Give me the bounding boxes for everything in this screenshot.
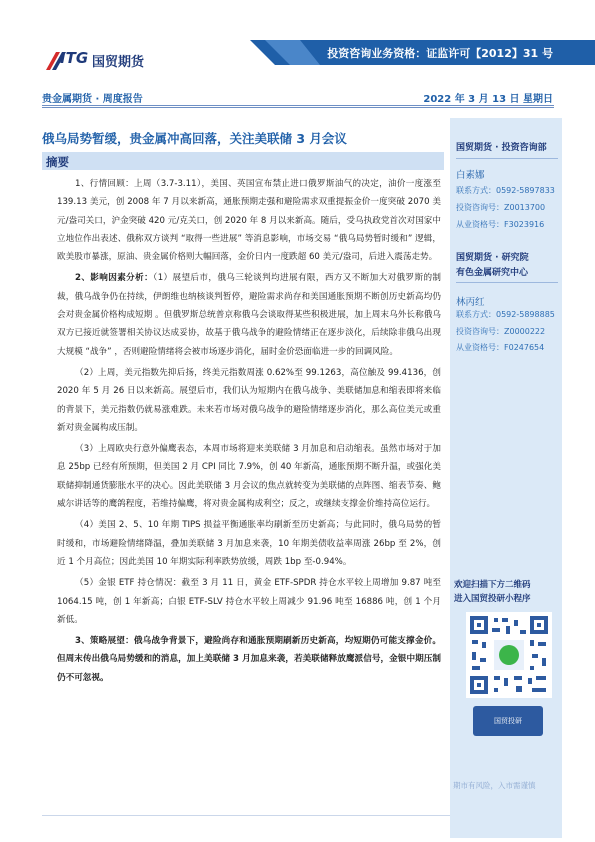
paragraph-1 (57, 175, 441, 266)
paragraph-lead: 3、策略展望： (75, 636, 134, 647)
analyst-2-contact: 联系方式：0592-5898885 (456, 310, 555, 319)
analyst-2-practice-no: 从业资格号：F0247654 (456, 343, 545, 352)
paragraph-3 (57, 364, 441, 437)
sidebar-org-1: 国贸期货 · 投资咨询部 (456, 143, 547, 153)
paragraph-2 (57, 269, 441, 360)
qr-code-icon[interactable] (466, 612, 552, 698)
risk-notice: 期市有风险，入市需谨慎 (453, 781, 536, 790)
paragraph-text: （1）展望后市，俄乌三轮谈判均进展有限，西方又不断加大对俄罗斯的制裁，俄乌战争仍在持续，伊朗维也纳核谈判暂停，避险需求尚存和美国通胀预期不断创历史新高均仍会对贵金属价格构成短期 。但俄罗斯总统普京称俄乌会谈取得某些积极进展，加上周末乌外长称俄乌双方已接近就签署相关协议达成妥协，故基于俄乌战争的避险情绪正在逐步淡化，后续除非俄乌出现大规模 “战争” ，否则避险情绪将会被市场逐步消化，届时金价恐面临进一步的回调风险。 (57, 273, 441, 357)
paragraph-text: 1、行情回顾：上周（3.7-3.11），美国、英国宣布禁止进口俄罗斯油气的决定，油价一度涨至 139.13 美元，创 2008 年 7 月以来新高，通胀预期走强和避险需求双重提振金价一度突破 2070 美元/盎司关口，沪金突破 420 元/克关口，创 2020 年 8 月以来新高。随后，受乌执政党首次对国家中立地位作出表述、俄称双方谈判 “取得一些进展” 等消息影响，市场交易 “俄乌局势暂时缓和” 逻辑，欧美股市暴涨，原油、贵金属价格则大幅回落，金价日内一度跌超 60 美元/盎司，后进入震荡走势。 (57, 179, 441, 263)
logo-company-name: 国贸期货 (92, 55, 145, 70)
qr-card (473, 706, 543, 736)
divider (456, 282, 558, 283)
paragraph-text: 俄乌战争背景下，避险尚存和通胀预期刷新历史新高，均短期仍可能支撑金价。但周末传出俄乌局势缓和的消息，加上美联储 3 月加息来袭，若美联储释放鹰派信号，金银中期压制仍不可忽视。 (57, 636, 441, 683)
analyst-1-name: 白素娜 (456, 170, 485, 181)
paragraph-7 (57, 632, 441, 687)
paragraph-lead: 2、影响因素分析： (75, 273, 154, 284)
qr-card-label: 国贸投研 (494, 717, 522, 725)
paragraph-text: （2）上周，美元指数先抑后扬，终美元指数周涨 0.62%至 99.1263，高位触及 99.4136，创 2020 年 5 月 26 日以来新高。展望后市，我们认为短期内在俄乌战争、美联储加息和缩表即将来临的背景下，美元指数仍就易涨难跌。未来若市场对俄乌战争的避险情绪逐步消化，那么高位美元或重新对贵金属构成压制。 (57, 367, 441, 433)
qr-prompt-line-1: 欢迎扫描下方二维码 (454, 580, 531, 590)
paragraph-text: （3）上周欧央行意外偏鹰表态，本周市场将迎来美联储 3 月加息和启动缩表。虽然市场对于加息 25bp 已经有所预期，但美国 2 月 CPI 同比 7.9%，创 40 年新高，通胀预期不断升温，或强化美联储抑制通货膨胀水平的决心。因此美联储 3 月会议的焦点就转变为美联储的点阵图、缩表节奏、鲍威尔讲话等的鹰鸽程度，若维持偏鹰，将对贵金属构成利空；反之，或继续支撑金价维持高位运行。 (57, 444, 441, 510)
qualification-text: 投资咨询业务资格：证监许可【2012】31 号 (327, 47, 553, 60)
paragraph-text: （4）美国 2、5、10 年期 TIPS 损益平衡通胀率均刷新至历史新高；与此同时，俄乌局势的暂时缓和，市场避险情绪降温，叠加美联储 3 月加息来袭，10 年期美债收益率周涨 26bp 至 2%，创近 1 个月高位；因此美国 10 年期实际利率跌势放缓，周跌 1bp 至-0.94%。 (57, 520, 441, 567)
divider (42, 105, 554, 106)
abstract-header-bar (42, 152, 444, 170)
abstract-label: 摘要 (46, 155, 69, 169)
divider (42, 107, 554, 108)
analyst-1-contact: 联系方式：0592-5897833 (456, 186, 555, 195)
analyst-1-practice-no: 从业资格号：F3023916 (456, 220, 545, 229)
paragraph-6 (57, 574, 441, 629)
report-body (57, 175, 441, 690)
sidebar-org-2-line-1: 国贸期货 · 研究院 (456, 253, 529, 263)
qr-prompt (454, 578, 562, 606)
divider (456, 158, 558, 159)
divider (42, 815, 450, 816)
report-title: 俄乌局势暂缓，贵金属冲高回落，关注美联储 3 月会议 (42, 131, 347, 146)
analyst-2-invest-no: 投资咨询号：Z0000222 (456, 327, 546, 336)
report-category: 贵金属期货 · 周度报告 (42, 94, 143, 105)
report-date: 2022 年 3 月 13 日 星期日 (423, 94, 553, 105)
qr-prompt-line-2: 进入国贸投研小程序 (454, 594, 531, 604)
analyst-2-name: 林丙红 (456, 297, 485, 308)
sidebar-org-2-line-2: 有色金属研究中心 (456, 268, 529, 278)
paragraph-text: （5）金银 ETF 持仓情况：截至 3 月 11 日，黄金 ETF-SPDR 持仓水平较上周增加 9.87 吨至 1064.15 吨，创 1 年新高；白银 ETF-SLV 持仓水平较上周减少 91.96 吨至 16886 吨，创 1 个月新低。 (57, 578, 441, 625)
paragraph-5 (57, 516, 441, 571)
analyst-1-invest-no: 投资咨询号：Z0013700 (456, 203, 546, 212)
logo-itg: ITG (60, 49, 89, 67)
paragraph-4 (57, 440, 441, 513)
